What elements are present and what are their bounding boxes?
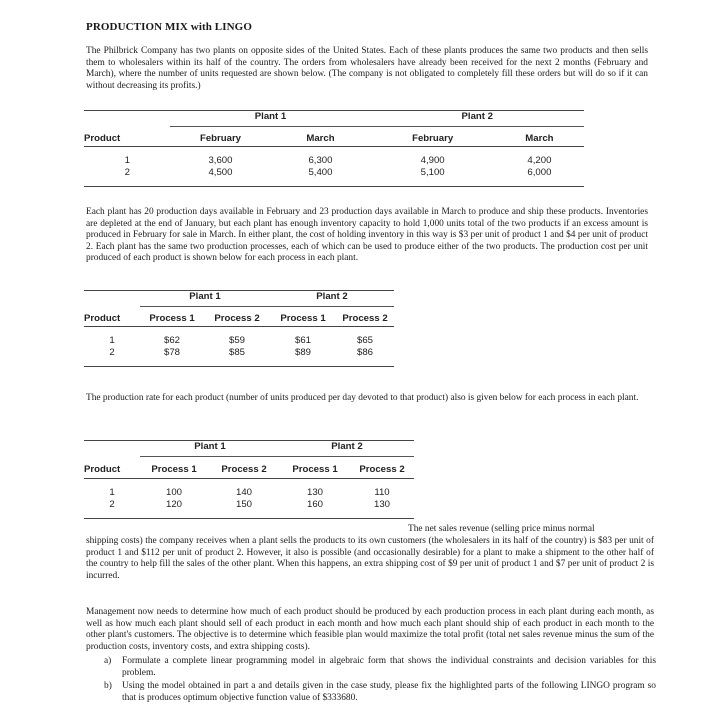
- table-row: [84, 347, 394, 367]
- orders-plant2-header: Plant 2: [370, 111, 584, 127]
- value-cell: $65: [356, 335, 373, 346]
- value-cell: 3,600: [208, 155, 233, 166]
- value-cell: 130: [350, 499, 414, 519]
- cost-plant1-header: Plant 1: [140, 291, 270, 307]
- value-cell: $85: [204, 347, 270, 367]
- cost-process-header: Process 2: [204, 307, 270, 327]
- rate-process-header: Process 1: [140, 457, 208, 479]
- value-cell: $61: [294, 335, 311, 346]
- orders-table: [84, 110, 584, 187]
- value-cell: $62: [163, 335, 180, 346]
- question-text: Using the model obtained in part a and details given in the case study, please fix the highlighted parts of the following LINGO program so that is produces optimum objective function value of $333680.: [122, 681, 656, 703]
- value-cell: 100: [165, 487, 182, 498]
- value-cell: 5,400: [270, 167, 370, 187]
- product-cell: 2: [84, 167, 170, 187]
- rate-paragraph: The production rate for each product (number of units produced per day devoted to that product) also is given below for each process in each plant.: [86, 393, 639, 403]
- orders-month-header: February: [170, 127, 270, 147]
- cost-product-header: Product: [84, 307, 140, 327]
- list-item: [104, 681, 656, 704]
- product-cell: 2: [84, 499, 140, 519]
- intro-paragraph: The Philbrick Company has two plants on opposite sides of the United States. Each of these plants produces the same two products and then sells them to wholesalers within its half of the country. The orders from wholesalers have already been received for the next 2 months (February and March), where the number of units requested are shown below. (The company is not obligated to completely fill these orders but will do so if it can without decreasing its profits.): [86, 46, 648, 91]
- rate-product-header: Product: [84, 457, 140, 479]
- value-cell: 140: [235, 487, 252, 498]
- document-title: PRODUCTION MIX with LINGO: [86, 21, 252, 33]
- revenue-lead-text: The net sales revenue (selling price minus normal: [408, 524, 595, 534]
- cost-plant2-header: Plant 2: [270, 291, 394, 307]
- value-cell: $59: [228, 335, 245, 346]
- cost-process-header: Process 1: [270, 307, 336, 327]
- list-marker: b): [104, 681, 112, 692]
- product-cell: 1: [124, 155, 130, 166]
- value-cell: 110: [374, 487, 390, 498]
- questions-list: [104, 656, 656, 706]
- value-cell: 4,200: [527, 155, 552, 166]
- rate-table: [84, 440, 414, 519]
- product-cell: 2: [84, 347, 140, 367]
- value-cell: 130: [306, 487, 323, 498]
- rate-process-header: Process 2: [350, 457, 414, 479]
- value-cell: 6,000: [495, 167, 584, 187]
- cost-process-header: Process 1: [140, 307, 204, 327]
- value-cell: 150: [208, 499, 280, 519]
- value-cell: $86: [336, 347, 394, 367]
- orders-month-header: March: [270, 127, 370, 147]
- list-item: [104, 656, 656, 679]
- table-row: [84, 327, 394, 347]
- table-row: [84, 479, 414, 499]
- question-text: Formulate a complete linear programming model in algebraic form that shows the individual constraints and decision variables for this problem.: [122, 656, 656, 678]
- rate-process-header: Process 1: [280, 457, 350, 479]
- orders-plant1-header: Plant 1: [170, 111, 370, 127]
- cost-table: [84, 290, 394, 367]
- table-row: [84, 167, 584, 187]
- table-row: [84, 147, 584, 167]
- rate-process-header: Process 2: [208, 457, 280, 479]
- value-cell: 4,500: [170, 167, 270, 187]
- revenue-paragraph: shipping costs) the company receives when a plant sells the products to its own customers (the wholesalers in its half of the country) is $83 per unit of product 1 and $112 per unit of product 2. However, it also is possible (and occasionally desirable) for a plant to make a shipment to the other half of the country to help fill the sales of the other plant. When this happens, an extra shipping cost of $9 per unit of product 1 and $7 per unit of product 2 is incurred.: [86, 536, 654, 581]
- rate-plant2-header: Plant 2: [280, 441, 414, 457]
- orders-month-header: March: [495, 127, 584, 147]
- list-marker: a): [104, 656, 112, 666]
- capacity-paragraph: Each plant has 20 production days available in February and 23 production days available in March to produce and ship these products. Inventories are depleted at the end of January, but each plant has enough inventory capacity to hold 1,000 units total of the two products if an excess amount is produced in February for sale in March. In either plant, the cost of holding inventory in this way is $3 per unit of product 1 and $4 per unit of product 2. Each plant has the same two production processes, each of which can be used to produce either of the two products. The production cost per unit produced of each product is shown below for each process in each plant.: [86, 207, 648, 264]
- value-cell: $78: [140, 347, 204, 367]
- table-row: [84, 499, 414, 519]
- orders-product-header: Product: [84, 127, 170, 147]
- rate-plant1-header: Plant 1: [140, 441, 280, 457]
- value-cell: 5,100: [370, 167, 494, 187]
- value-cell: 4,900: [420, 155, 445, 166]
- value-cell: $89: [270, 347, 336, 367]
- value-cell: 6,300: [308, 155, 333, 166]
- product-cell: 1: [109, 487, 115, 498]
- orders-month-header: February: [370, 127, 494, 147]
- management-paragraph: Management now needs to determine how much of each product should be produced by each production process in each plant during each month, as well as how much each plant should sell of each product in each month and how much each plant should ship of each product in each month to the other plant's customers. The objective is to determine which feasible plan would maximize the total profit (total net sales revenue minus the sum of the production costs, inventory costs, and extra shipping costs).: [86, 607, 654, 652]
- product-cell: 1: [109, 335, 115, 346]
- cost-process-header: Process 2: [336, 307, 394, 327]
- value-cell: 120: [140, 499, 208, 519]
- value-cell: 160: [280, 499, 350, 519]
